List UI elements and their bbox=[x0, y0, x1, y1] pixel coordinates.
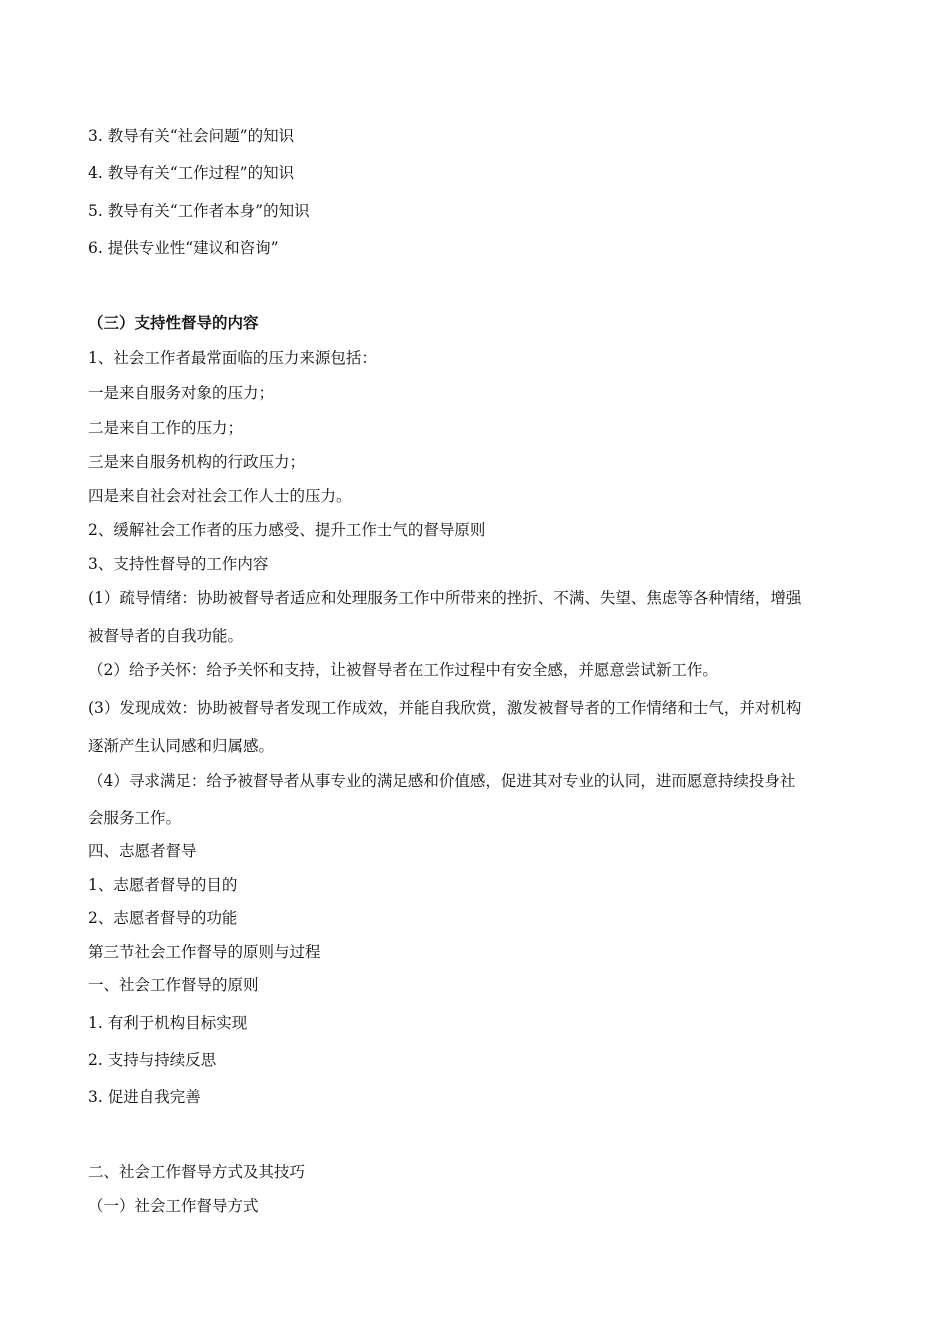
list-item: 3. 教导有关“社会问题”的知识 bbox=[88, 127, 295, 145]
list-item: 1、志愿者督导的目的 bbox=[88, 876, 238, 894]
paragraph-line: (1）疏导情绪：协助被督导者适应和处理服务工作中所带来的挫折、不满、失望、焦虑等各种情绪，增强 bbox=[88, 589, 802, 607]
list-item: 1. 有利于机构目标实现 bbox=[88, 1014, 248, 1032]
section-heading: （一）社会工作督导方式 bbox=[88, 1197, 259, 1215]
list-item: 二是来自工作的压力； bbox=[88, 419, 244, 437]
paragraph-line: 被督导者的自我功能。 bbox=[88, 627, 244, 645]
section-heading: （三）支持性督导的内容 bbox=[88, 313, 259, 332]
list-item: 6. 提供专业性“建议和咨询” bbox=[88, 239, 279, 257]
section-heading: 四、志愿者督导 bbox=[88, 842, 197, 860]
section-heading: 第三节社会工作督导的原则与过程 bbox=[88, 943, 321, 961]
paragraph-line: (3）发现成效：协助被督导者发现工作成效，并能自我欣赏，激发被督导者的工作情绪和士气，并对机构 bbox=[88, 699, 802, 717]
list-item: 3. 促进自我完善 bbox=[88, 1088, 201, 1106]
paragraph-line: 1、社会工作者最常面临的压力来源包括： bbox=[88, 349, 377, 367]
paragraph-line: 3、支持性督导的工作内容 bbox=[88, 555, 269, 573]
list-item: 四是来自社会对社会工作人士的压力。 bbox=[88, 487, 352, 505]
paragraph-line: 会服务工作。 bbox=[88, 809, 182, 827]
section-heading: 一、社会工作督导的原则 bbox=[88, 976, 259, 994]
paragraph-line: （2）给予关怀：给予关怀和支持，让被督导者在工作过程中有安全感，并愿意尝试新工作。 bbox=[88, 661, 718, 679]
list-item: 4. 教导有关“工作过程”的知识 bbox=[88, 164, 295, 182]
list-item: 5. 教导有关“工作者本身”的知识 bbox=[88, 202, 310, 220]
section-heading: 二、社会工作督导方式及其技巧 bbox=[88, 1163, 306, 1181]
list-item: 三是来自服务机构的行政压力； bbox=[88, 453, 306, 471]
list-item: 2. 支持与持续反思 bbox=[88, 1051, 217, 1069]
paragraph-line: （4）寻求满足：给予被督导者从事专业的满足感和价值感，促进其对专业的认同，进而愿意持续投身社 bbox=[88, 772, 796, 790]
paragraph-line: 逐渐产生认同感和归属感。 bbox=[88, 737, 275, 755]
paragraph-line: 2、缓解社会工作者的压力感受、提升工作士气的督导原则 bbox=[88, 521, 486, 539]
list-item: 2、志愿者督导的功能 bbox=[88, 909, 238, 927]
list-item: 一是来自服务对象的压力； bbox=[88, 384, 275, 402]
